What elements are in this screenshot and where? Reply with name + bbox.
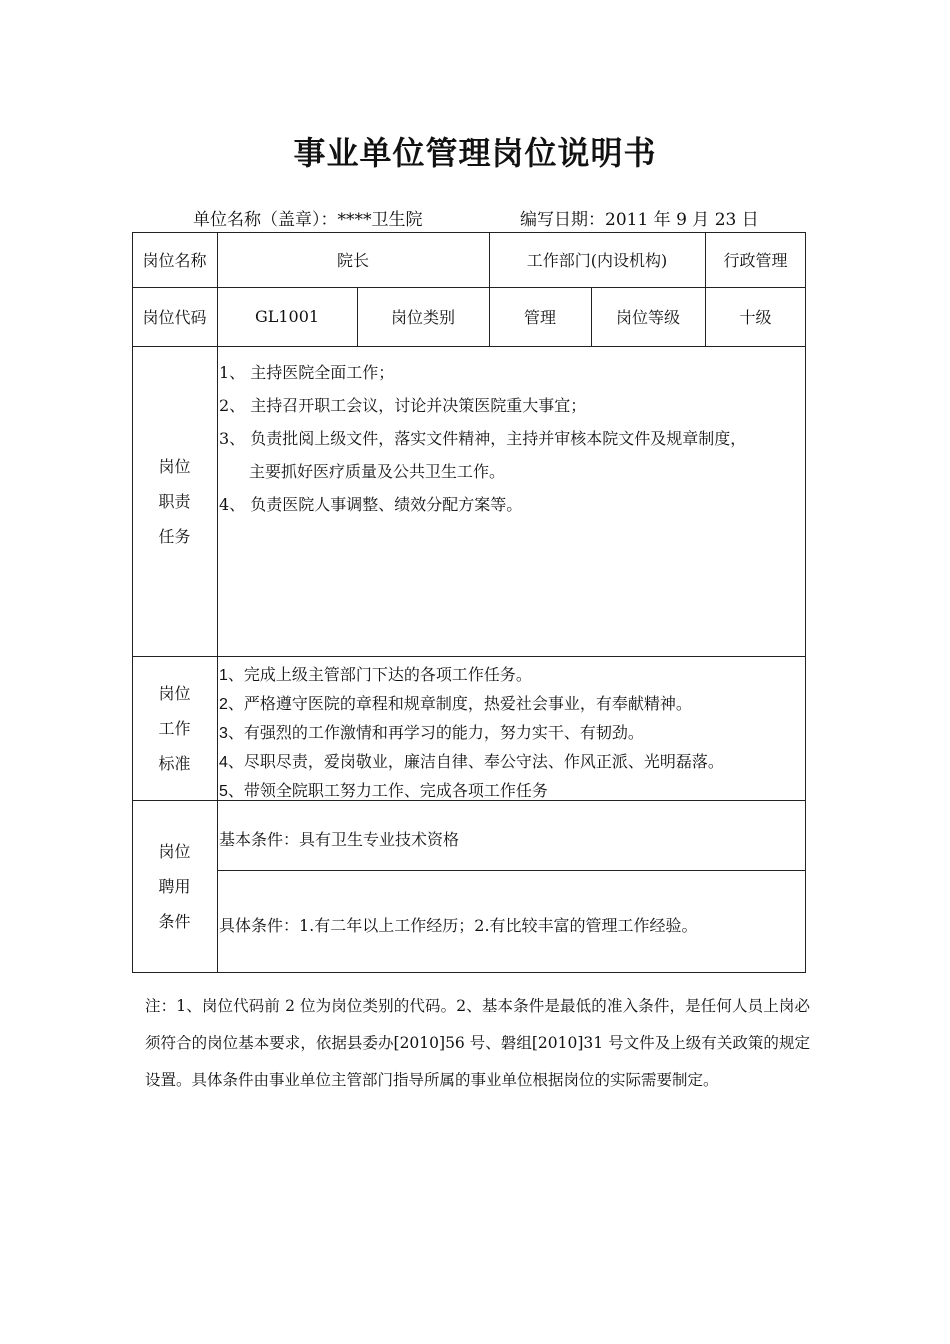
standard-text: 、带领全院职工努力工作、完成各项工作任务 (227, 781, 548, 800)
post-code-label: 岗位代码 (142, 308, 207, 327)
document-title: 事业单位管理岗位说明书 (293, 134, 657, 172)
specific-condition: 具体条件：1.有二年以上工作经历；2.有比较丰富的管理工作经验。 (219, 916, 698, 935)
standards-label-line: 岗位 (158, 683, 191, 703)
unit-name: 单位名称（盖章）：****卫生院 (193, 210, 423, 230)
conditions-label-line: 岗位 (158, 842, 191, 861)
standard-item (219, 747, 724, 776)
standard-text: 、严格遵守医院的章程和规章制度，热爱社会事业，有奉献精神。 (227, 694, 692, 713)
post-name-value: 院长 (336, 251, 369, 270)
standards-list (219, 660, 724, 805)
standards-label-line: 工作 (158, 718, 191, 738)
conditions-label (132, 800, 217, 973)
standard-text: 、完成上级主管部门下达的各项工作任务。 (227, 665, 532, 684)
conditions-label-line: 聘用 (158, 877, 191, 896)
standard-number: 4 (219, 754, 228, 771)
standard-item (219, 776, 724, 805)
standard-item (219, 660, 724, 689)
duty-item-continuation: 主要抓好医疗质量及公共卫生工作。 (249, 462, 506, 481)
standards-label-line: 标准 (158, 753, 191, 773)
department-value: 行政管理 (723, 251, 788, 270)
duties-label-line: 职责 (158, 491, 191, 511)
post-code-value: GL1001 (254, 307, 320, 326)
standard-number: 5 (219, 783, 228, 800)
duties-list (219, 356, 746, 521)
standard-number: 1 (219, 667, 228, 684)
post-grade-value: 十级 (739, 308, 772, 327)
post-name-label: 岗位名称 (142, 251, 207, 270)
duties-label (132, 346, 217, 656)
table-rule (132, 346, 806, 347)
conditions-label-line: 条件 (158, 912, 191, 931)
duty-item: 3、 负责批阅上级文件，落实文件精神，主持并审核本院文件及规章制度， (219, 429, 747, 448)
standard-text: 、尽职尽责，爱岗敬业，廉洁自律、奉公守法、作风正派、光明磊落。 (227, 752, 724, 771)
post-category-label: 岗位类别 (390, 308, 455, 327)
basic-condition: 基本条件：具有卫生专业技术资格 (219, 830, 460, 849)
duty-item: 4、 负责医院人事调整、绩效分配方案等。 (219, 495, 523, 514)
duty-item: 1、 主持医院全面工作； (219, 363, 395, 382)
department-label: 工作部门(内设机构) (526, 251, 668, 270)
standard-item (219, 718, 724, 747)
table-rule (217, 870, 806, 871)
table-rule (132, 656, 806, 657)
footnote: 注：1、岗位代码前 2 位为岗位类别的代码。2、基本条件是最低的准入条件，是任何人员上岗必须符合的岗位基本要求，依据县委办[2010]56 号、磐组[2010]31 号文件及上级有关政策的规定设置。具体条件由事业单位主管部门指导所属的事业单位根据岗位的实际需要制定。 (145, 997, 810, 1089)
standard-number: 3 (219, 725, 228, 742)
compile-date: 编写日期：2011 年 9 月 23 日 (520, 210, 759, 230)
standard-item (219, 689, 724, 718)
standard-number: 2 (219, 696, 228, 713)
standards-label (132, 656, 217, 800)
duty-item: 2、 主持召开职工会议，讨论并决策医院重大事宜； (219, 396, 587, 415)
post-grade-label: 岗位等级 (615, 308, 680, 327)
standard-text: 、有强烈的工作激情和再学习的能力，努力实干、有韧劲。 (227, 723, 644, 742)
duties-label-line: 岗位 (158, 456, 191, 476)
post-category-value: 管理 (523, 308, 556, 327)
duties-label-line: 任务 (158, 526, 191, 546)
